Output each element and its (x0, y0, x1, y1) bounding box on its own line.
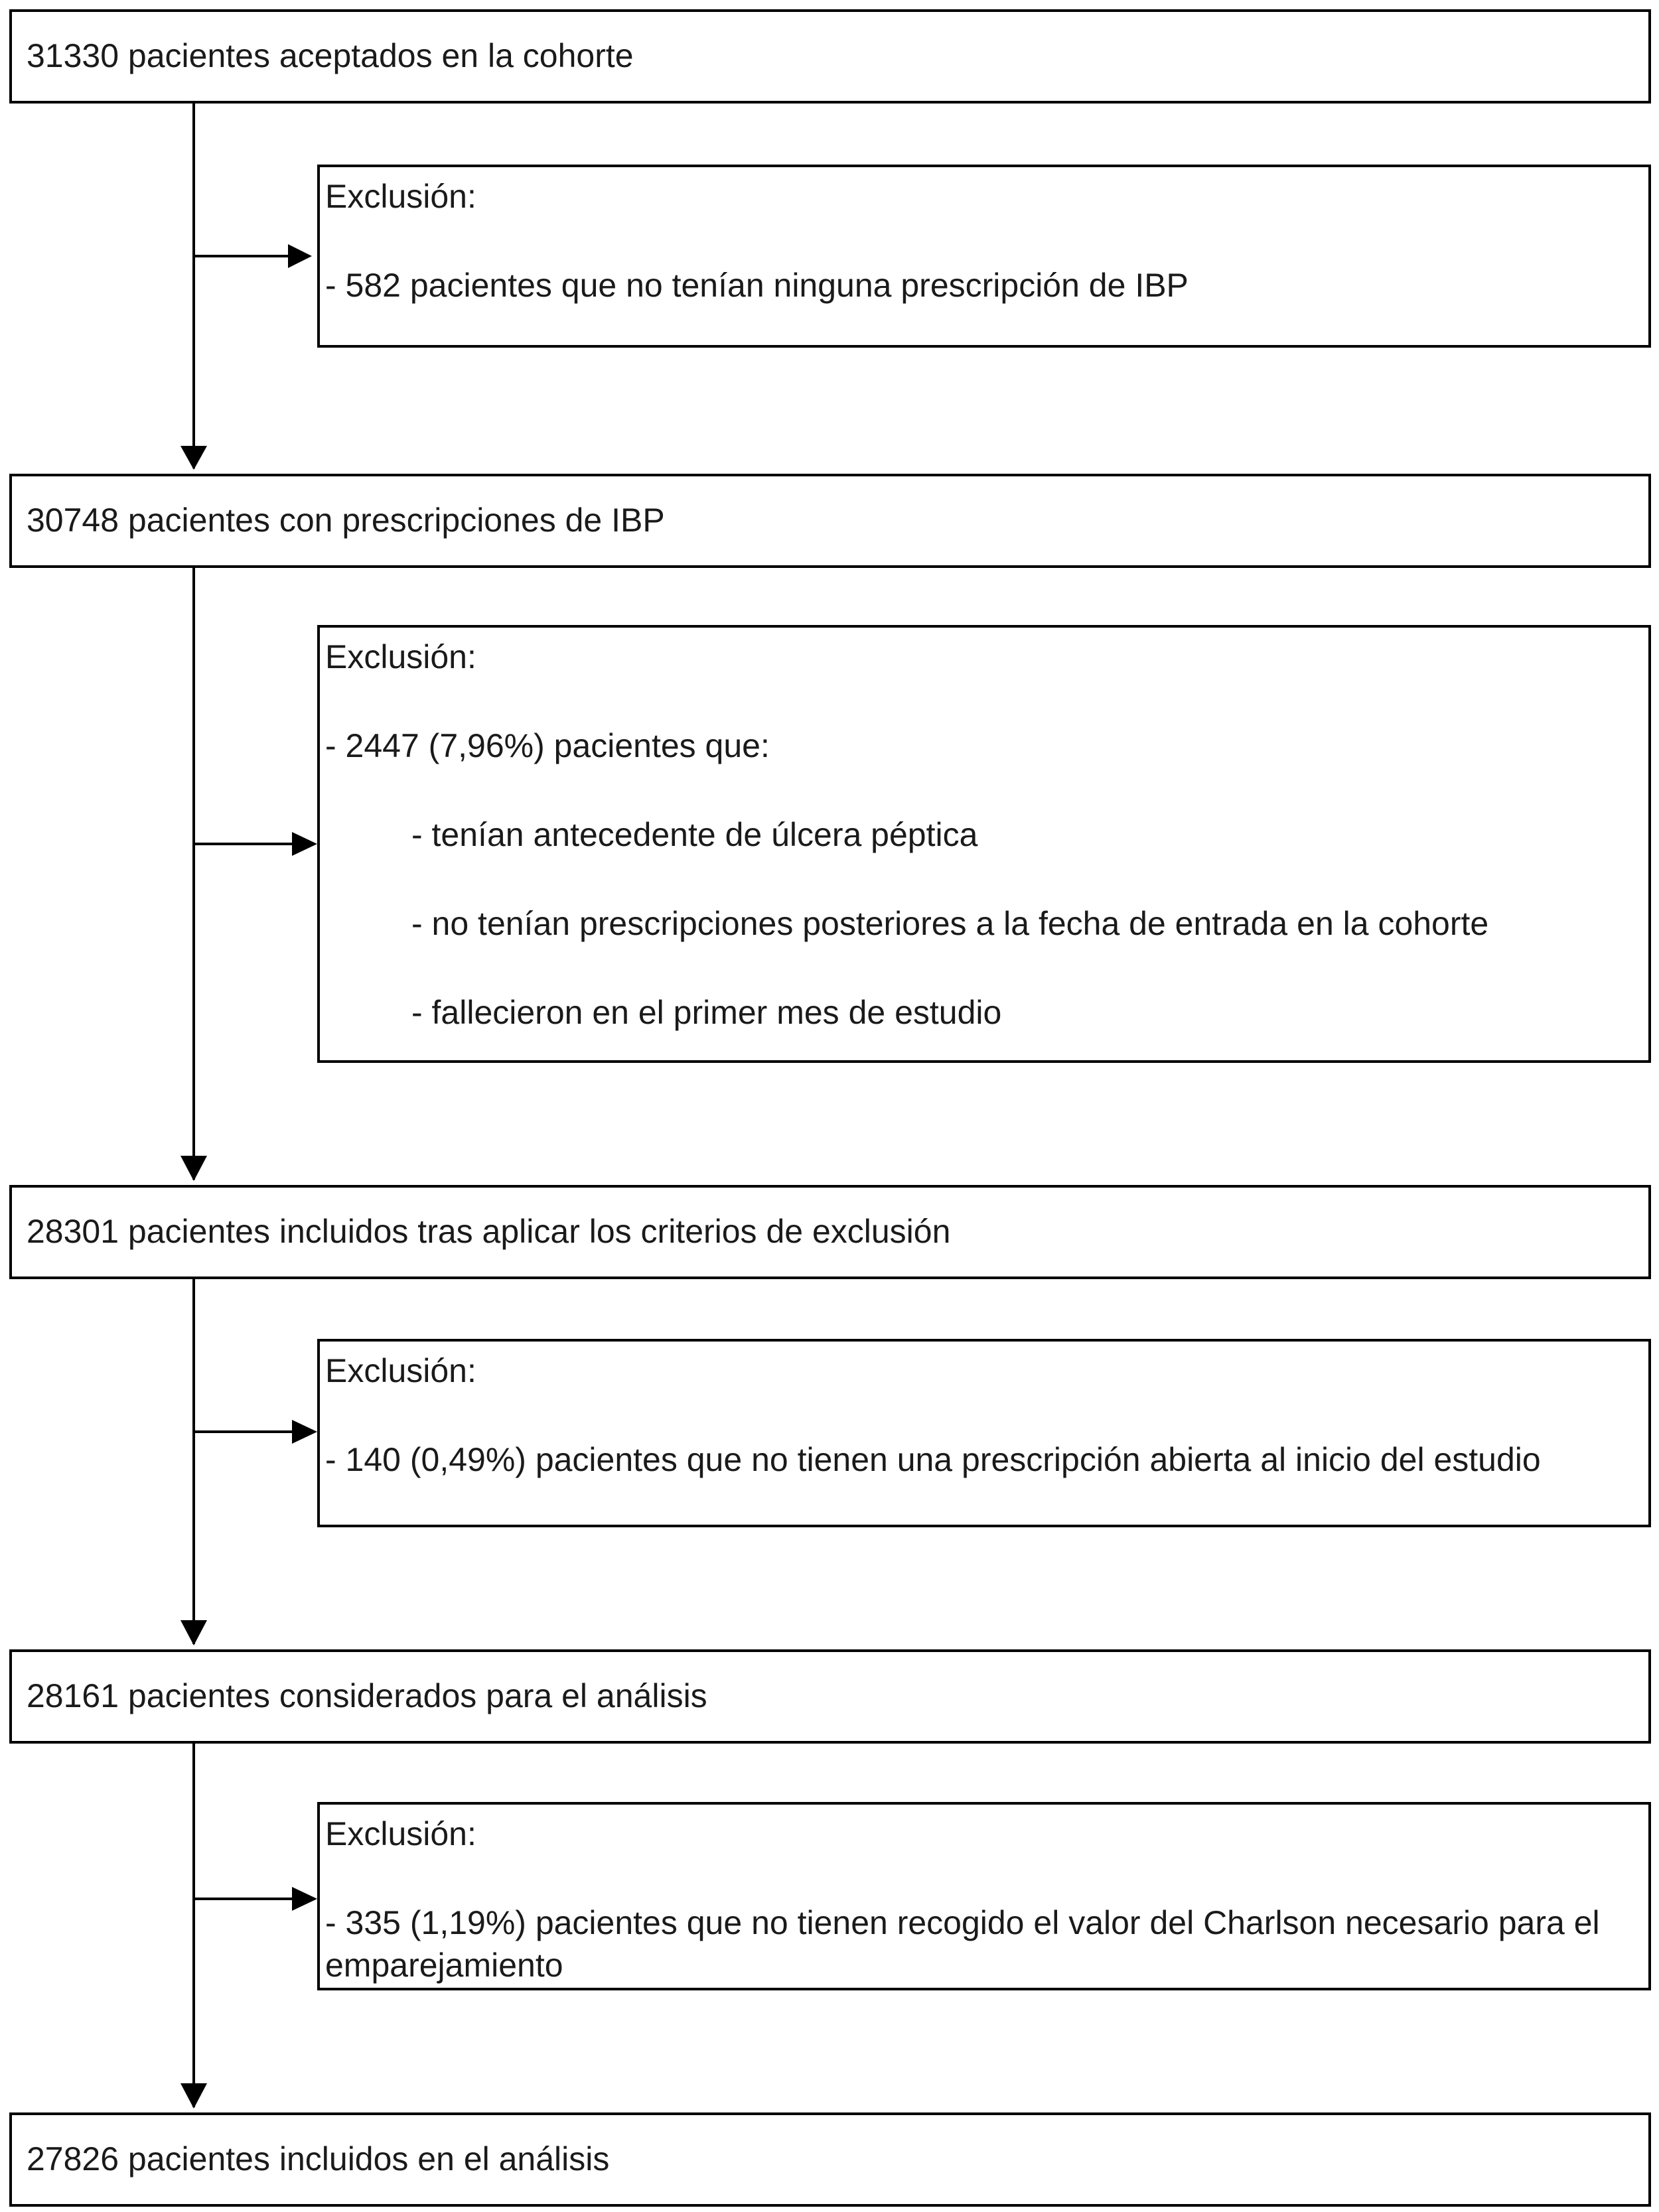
step-box-4 (9, 1649, 1651, 1744)
step-5-text: 27826 pacientes incluidos en el análisis (27, 2140, 610, 2177)
exclusion-2-subitem: - fallecieron en el primer mes de estudio (411, 994, 1002, 1031)
arrowhead-right-2 (292, 832, 317, 856)
step-box-2 (9, 474, 1651, 568)
arrowhead-right-1 (288, 244, 312, 268)
exclusion-1-heading: Exclusión: (325, 178, 476, 215)
exclusion-3-heading: Exclusión: (325, 1352, 476, 1389)
step-box-1 (9, 9, 1651, 104)
exclusion-2-heading: Exclusión: (325, 638, 476, 675)
arrowhead-right-4 (292, 1887, 317, 1911)
exclusion-4-line: - 335 (1,19%) pacientes que no tienen recogido el valor del Charlson necesario para el emparejamiento (325, 1904, 1600, 1984)
exclusion-box-4 (317, 1802, 1651, 1990)
step-1-text: 31330 pacientes aceptados en la cohorte (27, 37, 634, 74)
arrowhead-right-3 (292, 1420, 317, 1444)
step-box-3 (9, 1185, 1651, 1279)
exclusion-box-2 (317, 625, 1651, 1063)
step-4-text: 28161 pacientes considerados para el análisis (27, 1677, 707, 1714)
exclusion-2-subitem: - no tenían prescripciones posteriores a la fecha de entrada en la cohorte (411, 905, 1489, 942)
exclusion-2-subitem: - tenían antecedente de úlcera péptica (411, 816, 978, 853)
exclusion-box-3 (317, 1339, 1651, 1527)
exclusion-4-heading: Exclusión: (325, 1815, 476, 1852)
exclusion-2-line: - 2447 (7,96%) pacientes que: (325, 727, 770, 764)
step-box-5 (9, 2112, 1651, 2207)
arrowhead-down-1 (180, 446, 207, 470)
exclusion-box-1 (317, 165, 1651, 348)
step-2-text: 30748 pacientes con prescripciones de IBP (27, 502, 665, 539)
arrowhead-down-3 (180, 1620, 207, 1645)
arrowhead-down-4 (180, 2083, 207, 2108)
step-3-text: 28301 pacientes incluidos tras aplicar los criterios de exclusión (27, 1213, 951, 1250)
exclusion-3-line: - 140 (0,49%) pacientes que no tienen una prescripción abierta al inicio del estudio (325, 1441, 1541, 1478)
arrowhead-down-2 (180, 1156, 207, 1181)
exclusion-1-line: - 582 pacientes que no tenían ninguna prescripción de IBP (325, 267, 1189, 304)
